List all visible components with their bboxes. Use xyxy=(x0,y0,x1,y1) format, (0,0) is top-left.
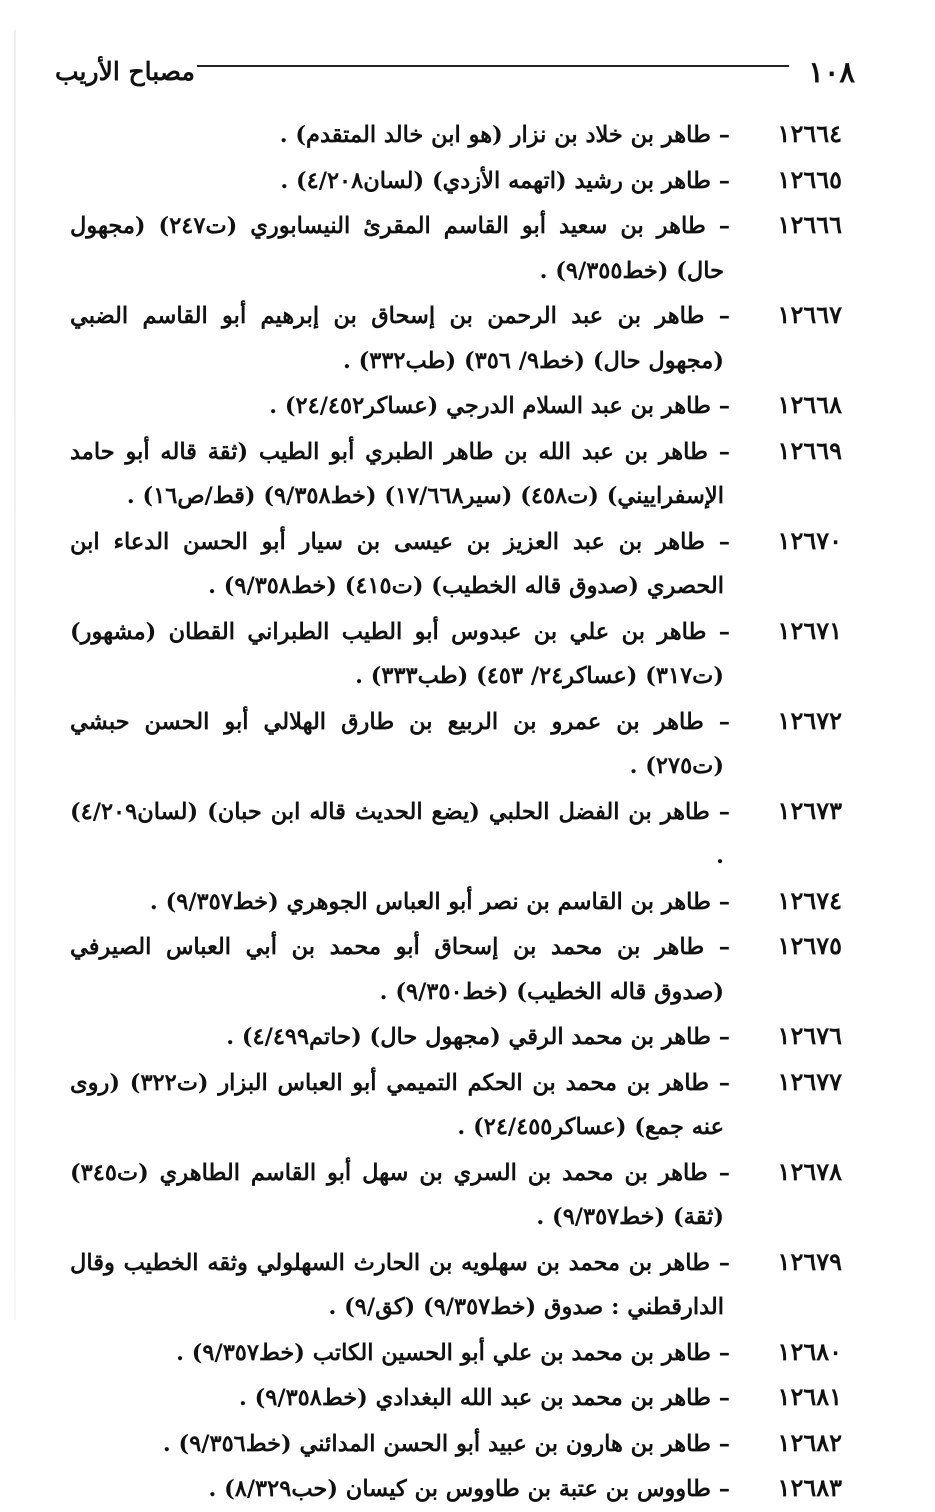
entry-text: – طاهر بن عبد الرحمن بن إسحاق بن إبرهيم أبو القاسم الضبي (مجهول حال) (خط٩/ ٣٥٦) (طب٣٣٢) . xyxy=(70,303,730,374)
header-rule xyxy=(197,65,789,67)
entry-text: – طاهر بن محمد الرقي (مجهول حال) (حاتم٤/٤٩٩) . xyxy=(226,1024,730,1050)
entry-text: – طاهر بن عبد الله بن طاهر الطبري أبو الطيب (ثقة قاله أبو حامد الإسفراييني) (ت٤٥٨) (سير١٧/٦٦٨) (خط٩/٣٥٨) (قط/ص١٦) . xyxy=(70,438,730,509)
entry-number: ١٢٦٧٦ xyxy=(777,1021,842,1050)
entry-text: – طاهر بن خلاد بن نزار (هو ابن خالد المتقدم) . xyxy=(279,122,730,148)
page-header xyxy=(55,50,855,94)
entry-number: ١٢٦٨٣ xyxy=(777,1473,842,1502)
entry-text: – طاهر بن هارون بن عبيد أبو الحسن المدائني (خط٩/٣٥٦) . xyxy=(162,1430,730,1457)
entry-text: – طاهر بن القاسم بن نصر أبو العباس الجوهري (خط٩/٣٥٧) . xyxy=(149,888,730,915)
entry-number: ١٢٦٧٥ xyxy=(777,931,842,960)
entry-list xyxy=(70,112,842,1512)
list-item xyxy=(70,924,842,1014)
list-item xyxy=(70,879,842,925)
entry-text: – طاهر بن علي بن عبدوس أبو الطيب الطبراني القطان (مشهور) (ت٣١٧) (عساكر٢٤/ ٤٥٣) (طب٣٣٣) . xyxy=(70,618,730,689)
list-item xyxy=(70,789,842,879)
list-item xyxy=(70,609,842,699)
entry-number: ١٢٦٧٩ xyxy=(777,1246,842,1276)
entry-text: – طاهر بن عبد السلام الدرجي (عساكر٢٤/٤٥٢) . xyxy=(269,393,730,419)
list-item xyxy=(70,699,842,789)
running-title: مصباح الأريب xyxy=(55,57,195,86)
entry-text: – طاهر بن محمد بن إسحاق أبو محمد بن أبي العباس الصيرفي (صدوق قاله الخطيب) (خط٩/٣٥٠) . xyxy=(70,934,730,1005)
entry-number: ١٢٦٦٥ xyxy=(777,164,842,194)
list-item xyxy=(70,1014,842,1060)
list-item xyxy=(70,1240,842,1330)
entry-text: – طاهر بن الفضل الحلبي (يضع الحديث قاله ابن حبان) (لسان٤/٢٠٩) . xyxy=(70,798,730,869)
entry-text: – طاهر بن عمرو بن الربيع بن طارق الهلالي أبو الحسن حبشي (ت٢٧٥) . xyxy=(70,708,730,779)
list-item xyxy=(70,1330,842,1376)
entry-number: ١٢٦٧٤ xyxy=(777,885,842,915)
entry-number: ١٢٦٧٣ xyxy=(777,795,842,825)
entry-number: ١٢٦٦٤ xyxy=(777,119,842,148)
entry-number: ١٢٦٧٢ xyxy=(777,705,842,735)
entry-number: ١٢٦٧٧ xyxy=(777,1066,843,1096)
list-item xyxy=(70,1421,842,1467)
entry-text: – طاهر بن محمد بن عبد الله البغدادي (خط٩/٣٥٨) . xyxy=(238,1385,730,1411)
entry-text: – طاهر بن محمد بن الحكم التميمي أبو العباس البزار (ت٣٢٢) (روى عنه جمع) (عساكر٢٤/٤٥٥) . xyxy=(70,1069,731,1140)
entry-number: ١٢٦٧٨ xyxy=(777,1156,842,1186)
entry-number: ١٢٦٨٢ xyxy=(777,1427,842,1457)
list-item xyxy=(70,112,842,158)
list-item xyxy=(70,383,842,429)
list-item xyxy=(70,429,842,519)
entry-text: – طاووس بن عتبة بن طاووس بن كيسان (حب٨/٣٢٩) . xyxy=(208,1476,730,1502)
list-item xyxy=(70,1150,842,1240)
scan-edge-mark xyxy=(14,30,16,1320)
list-item xyxy=(70,158,842,204)
list-item xyxy=(70,203,842,293)
entry-number: ١٢٦٨١ xyxy=(777,1382,842,1411)
entry-text: – طاهر بن محمد بن علي أبو الحسين الكاتب (خط٩/٣٥٧) . xyxy=(176,1339,730,1366)
list-item xyxy=(70,1060,842,1150)
entry-number: ١٢٦٦٩ xyxy=(777,435,842,465)
list-item xyxy=(70,1466,842,1512)
list-item xyxy=(70,1375,842,1421)
entry-text: – طاهر بن محمد بن سهلويه بن الحارث السهلولي وثقه الخطيب وقال الدارقطني : صدوق (خط٩/٣٥٧) (كق/٩) . xyxy=(70,1249,730,1320)
list-item xyxy=(70,519,842,609)
entry-number: ١٢٦٦٦ xyxy=(777,210,842,239)
entry-number: ١٢٦٧٠ xyxy=(777,525,842,555)
entry-number: ١٢٦٨٠ xyxy=(777,1336,842,1366)
entry-number: ١٢٦٦٨ xyxy=(777,390,842,419)
entry-text: – طاهر بن محمد بن السري بن سهل أبو القاسم الطاهري (ت٣٤٥) (ثقة) (خط٩/٣٥٧) . xyxy=(70,1159,730,1230)
entry-text: – طاهر بن عبد العزيز بن عيسى بن سيار أبو الحسن الدعاء ابن الحصري (صدوق قاله الخطيب) (ت٤١٥) (خط٩/٣٥٨) . xyxy=(70,528,730,599)
page-number: ١٠٨ xyxy=(808,55,855,89)
list-item xyxy=(70,293,842,383)
entry-number: ١٢٦٦٧ xyxy=(777,300,842,329)
entry-text: – طاهر بن سعيد أبو القاسم المقرئ النيسابوري (ت٢٤٧) (مجهول حال) (خط٩/٣٥٥) . xyxy=(70,213,730,284)
entry-text: – طاهر بن رشيد (اتهمه الأزدي) (لسان٤/٢٠٨) . xyxy=(280,167,730,194)
entry-number: ١٢٦٧١ xyxy=(777,615,842,645)
